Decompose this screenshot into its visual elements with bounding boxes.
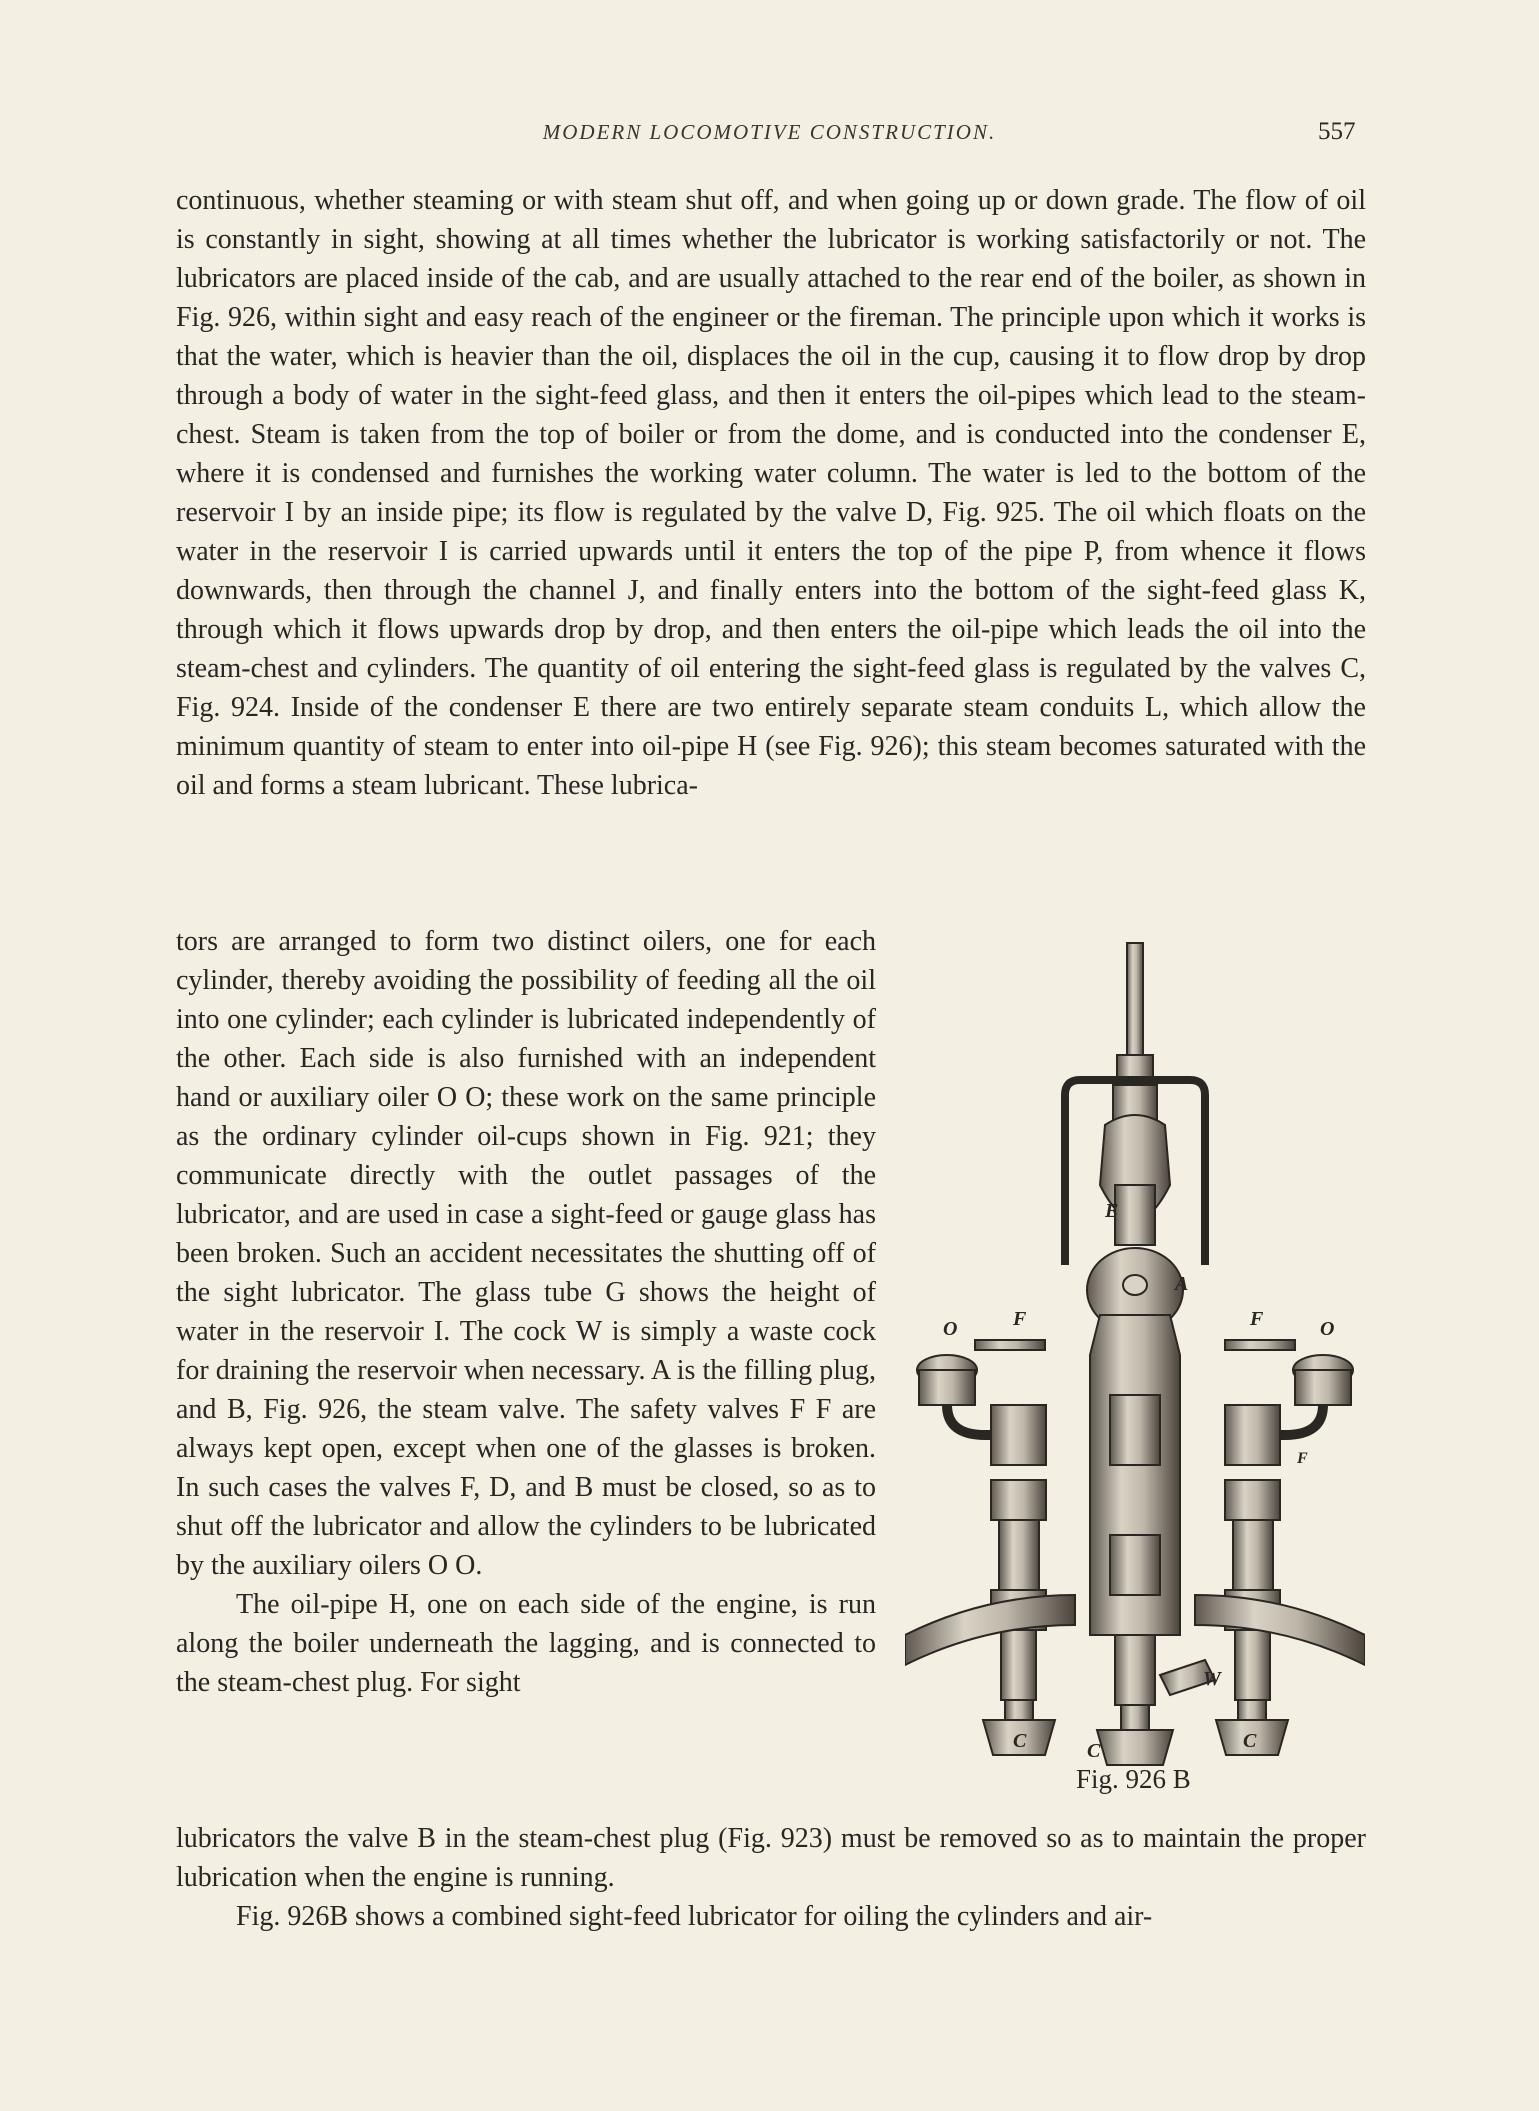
label-e: E	[1105, 1200, 1119, 1222]
lubricator-illustration	[905, 935, 1365, 1785]
paragraph-oil-pipe: The oil-pipe H, one on each side of the engine, is run along the boiler underneath the lagging, and is connected to the steam-chest plug. For sight	[176, 1589, 876, 1698]
figure-caption: Fig. 926 B	[1076, 1764, 1191, 1794]
running-title: MODERN LOCOMOTIVE CONSTRUCTION.	[542, 120, 997, 144]
main-paragraph	[176, 181, 1366, 805]
narrow-text-column	[176, 922, 876, 1702]
paragraph-oilers: tors are arranged to form two distinct oilers, one for each cylinder, thereby avoiding the possibility of feeding all the oil into one cylinder; each cylinder is lubricated independently of the other. Each side is also furnished with an independent hand or auxiliary oiler O O; these work on the same principle as the ordinary cylinder oil-cups shown in Fig. 921; they communicate directly with the outlet passages of the lubricator, and are used in case a sight-feed or gauge glass has been broken. Such an accident necessitates the shutting off of the sight lubricator. The glass tube G shows the height of water in the reservoir I. The cock W is simply a waste cock for draining the reservoir when necessary. A is the filling plug, and B, Fig. 926, the steam valve. The safety valves F F are always kept open, except when one of the glasses is broken. In such cases the valves F, D, and B must be closed, so as to shut off the lubricator and allow the cylinders to be lubricated by the auxiliary oilers O O.	[176, 926, 876, 1581]
label-w: W	[1203, 1668, 1221, 1690]
label-a: A	[1175, 1273, 1189, 1295]
label-c-left: C	[1013, 1730, 1027, 1752]
label-c-right: C	[1243, 1730, 1257, 1752]
paragraph-sight-lubricators: lubricators the valve B in the steam-chest plug (Fig. 923) must be removed so as to maintain the proper lubrication when the engine is running.	[176, 1823, 1366, 1893]
label-f-mid: F	[1297, 1450, 1308, 1467]
figure-926b	[905, 935, 1365, 1785]
page-number: 557	[1318, 118, 1356, 145]
label-f-right: F	[1250, 1308, 1264, 1330]
paragraph-continuous: continuous, whether steaming or with steam shut off, and when going up or down grade. The flow of oil is constantly in sight, showing at all times whether the lubricator is working satisfactorily or not. The lubricators are placed inside of the cab, and are usually attached to the rear end of the boiler, as shown in Fig. 926, within sight and easy reach of the engineer or the fireman. The principle upon which it works is that the water, which is heavier than the oil, displaces the oil in the cup, causing it to flow drop by drop through a body of water in the sight-feed glass, and then it enters the oil-pipes which lead to the steam-chest. Steam is taken from the top of boiler or from the dome, and is conducted into the condenser E, where it is condensed and furnishes the working water column. The water is led to the bottom of the reservoir I by an inside pipe; its flow is regulated by the valve D, Fig. 925. The oil which floats on the water in the reservoir I is carried upwards until it enters the top of the pipe P, from whence it flows downwards, then through the channel J, and finally enters into the bottom of the sight-feed glass K, through which it flows upwards drop by drop, and then enters the oil-pipe which leads the oil into the steam-chest and cylinders. The quantity of oil entering the sight-feed glass is regulated by the valves C, Fig. 924. Inside of the condenser E there are two entirely separate steam conduits L, which allow the minimum quantity of steam to enter into oil-pipe H (see Fig. 926); this steam becomes saturated with the oil and forms a steam lubricant. These lubrica-	[176, 185, 1366, 801]
label-c-mid: C	[1087, 1740, 1101, 1762]
bottom-paragraphs	[176, 1819, 1366, 1936]
label-o-left: O	[943, 1318, 958, 1340]
paragraph-fig-926b: Fig. 926B shows a combined sight-feed lubricator for oiling the cylinders and air-	[236, 1901, 1153, 1932]
label-f-left: F	[1013, 1308, 1027, 1330]
label-o-right: O	[1320, 1318, 1335, 1340]
